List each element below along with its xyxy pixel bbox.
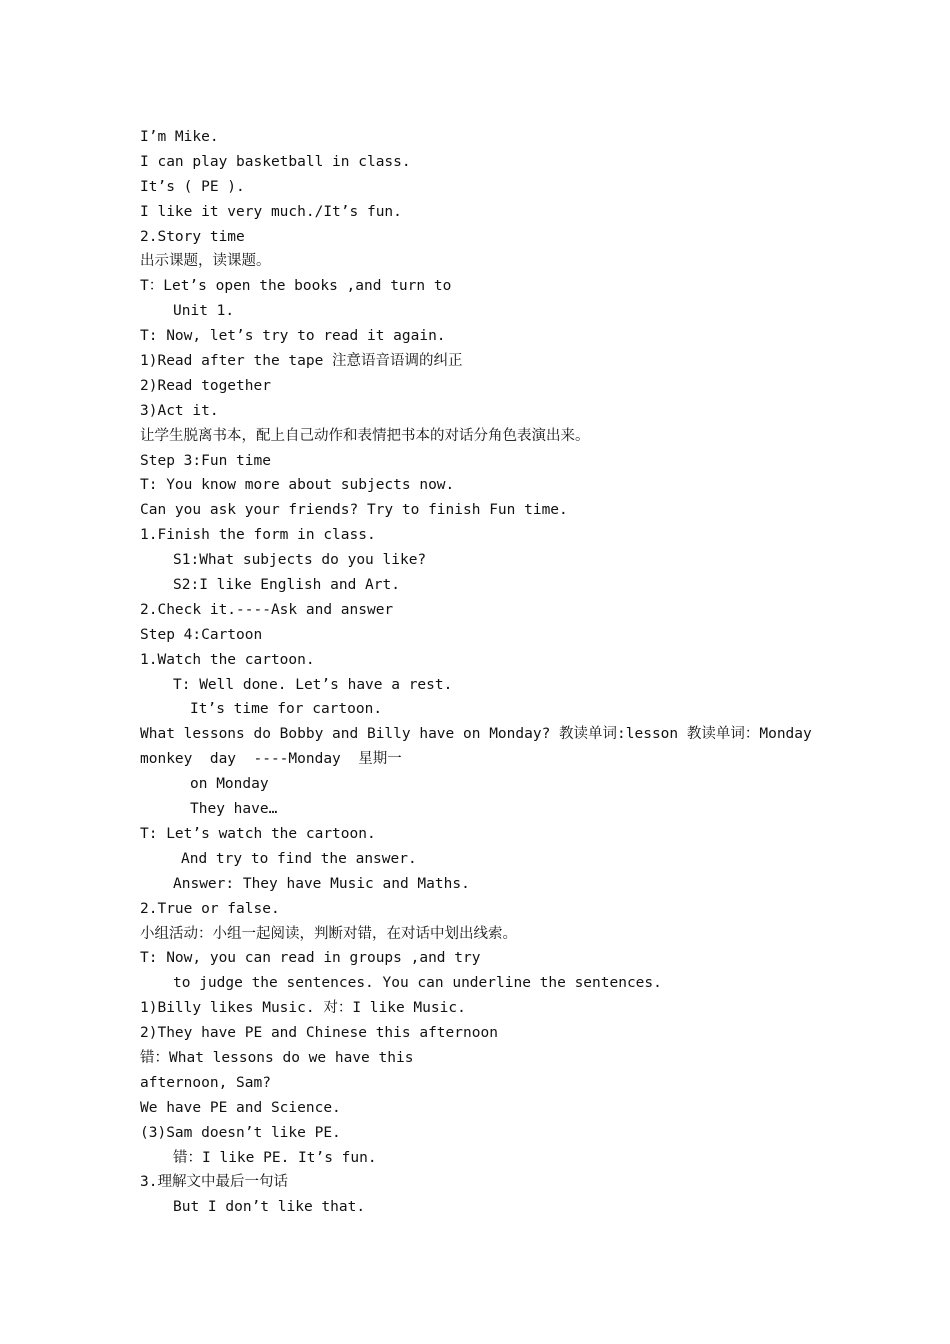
text-line: on Monday [190, 776, 269, 793]
text-line: And try to find the answer. [181, 850, 417, 867]
list-item: 3.理解文中最后一句话 [140, 1174, 288, 1191]
text-line: 出示课题，读课题。 [140, 253, 271, 270]
text-line: Answer: They have Music and Maths. [173, 875, 470, 892]
list-item: 1)Read after the tape 注意语音语调的纠正 [140, 353, 463, 370]
text-line: T: Well done. Let’s have a rest. [173, 676, 453, 693]
text-line: 错：What lessons do we have this [140, 1049, 414, 1066]
text-line: monkey day ----Monday 星期一 [140, 751, 402, 768]
text-line: S2:I like English and Art. [173, 577, 400, 594]
text-line: T: Let’s watch the cartoon. [140, 825, 376, 842]
list-item: 2)They have PE and Chinese this afternoon [140, 1025, 498, 1042]
text-line: T：Let’s open the books ,and turn to [140, 278, 452, 295]
text-line: T: Now, let’s try to read it again. [140, 328, 446, 345]
text-line: S1:What subjects do you like? [173, 552, 427, 569]
lesson-plan-text [140, 125, 830, 1220]
step-heading: Step 4:Cartoon [140, 626, 263, 643]
text-line: I can play basketball in class. [140, 153, 411, 170]
list-item: 2.Check it.----Ask and answer [140, 601, 394, 618]
section-heading: 2.Story time [140, 228, 245, 245]
text-line: T: Now, you can read in groups ,and try [140, 950, 481, 967]
text-line: to judge the sentences. You can underline the sentences. [173, 975, 662, 992]
list-item: 3)Act it. [140, 402, 219, 419]
list-item: 1.Finish the form in class. [140, 527, 376, 544]
list-item: (3)Sam doesn’t like PE. [140, 1124, 341, 1141]
list-item: 2)Read together [140, 377, 271, 394]
text-line: But I don’t like that. [173, 1199, 366, 1216]
text-line: I’m Mike. [140, 129, 219, 145]
text-line: 错：I like PE. It’s fun. [173, 1149, 377, 1166]
list-item: 2.True or false. [140, 900, 280, 917]
text-line: Unit 1. [173, 303, 235, 320]
text-line: afternoon, Sam? [140, 1074, 271, 1091]
text-line: We have PE and Science. [140, 1099, 341, 1116]
text-line: I like it very much./It’s fun. [140, 203, 402, 220]
step-heading: Step 3:Fun time [140, 452, 271, 469]
text-line: 小组活动：小组一起阅读，判断对错，在对话中划出线索。 [140, 925, 517, 942]
text-line: 让学生脱离书本，配上自己动作和表情把书本的对话分角色表演出来。 [140, 427, 590, 444]
text-line: They have… [190, 801, 278, 818]
text-line: It’s time for cartoon. [190, 701, 383, 718]
list-item: 1)Billy likes Music. 对：I like Music. [140, 1000, 466, 1017]
text-line: T: You know more about subjects now. [140, 477, 455, 494]
list-item: 1.Watch the cartoon. [140, 651, 315, 668]
text-line: It’s ( PE ). [140, 178, 245, 195]
text-line: What lessons do Bobby and Billy have on Monday? 教读单词:lesson 教读单词：Monday [140, 726, 812, 743]
text-line: Can you ask your friends? Try to finish Fun time. [140, 502, 568, 519]
